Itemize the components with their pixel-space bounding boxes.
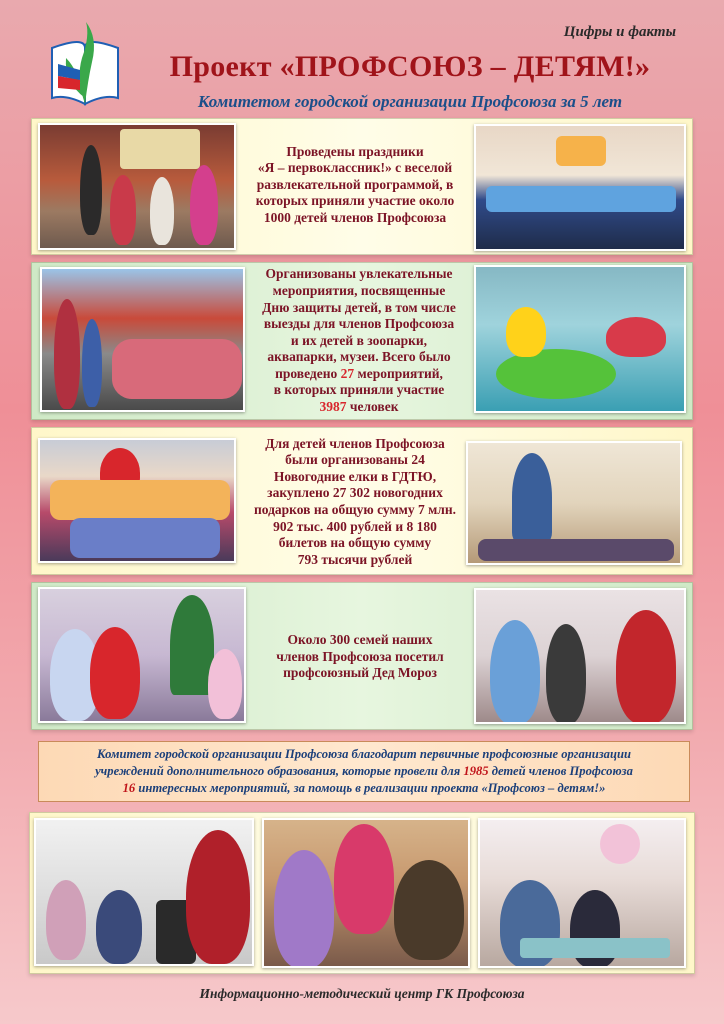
thanks-banner: Комитет городской организации Профсоюза благодарит первичные профсоюзные организации учреждений дополнительного образования, которые провели для 1985 детей членов Профсоюза 16 интересных мероприятий, за помощь в реализации проекта «Профсоюз – детям!»: [38, 741, 690, 802]
photo-first-graders-group: [474, 124, 686, 251]
photo-microscope-class: [34, 818, 254, 966]
photo-art-class: [478, 818, 686, 968]
photo-childrens-day-street: [40, 267, 245, 412]
footer-credit: Информационно-методический центр ГК Профсоюза: [199, 986, 525, 1001]
page-subtitle: Комитетом городской организации Профсоюза за 5 лет: [197, 92, 623, 111]
photo-new-year-hall: [466, 441, 682, 565]
photo-first-grader-party: [38, 123, 236, 250]
children-count: 1985: [463, 764, 489, 778]
photo-new-year-group: [38, 438, 236, 563]
photo-aquapark: [474, 265, 686, 413]
photo-grandfather-frost-home: [38, 587, 246, 723]
row-3-text: Для детей членов Профсоюза были организованы 24 Новогодние елки в ГДТЮ, закуплено 27 302 новогодних подарков на общую сумму 7 млн. 902 тыс. 400 рублей и 8 180 билетов на общую сумму 793 тысячи рублей: [253, 435, 457, 567]
page-title: Проект «ПРОФСОЮЗ – ДЕТЯМ!»: [169, 50, 651, 83]
photo-science-show: [262, 818, 470, 968]
events-count-thanks: 16: [122, 781, 136, 795]
section-label: Цифры и факты: [563, 24, 676, 40]
row-4-text: Около 300 семей наших членов Профсоюза посетил профсоюзный Дед Мороз: [276, 632, 444, 681]
row-1-text: Проведены праздники «Я – первоклассник!» с веселой развлекательной программой, в которых приняли участие около 1000 детей членов Профсоюза: [255, 143, 455, 225]
photo-grandfather-frost-visit: [474, 588, 686, 724]
events-count: 27: [340, 365, 355, 381]
row-2-text: Организованы увлекательные мероприятия, посвященные Дню защиты детей, в том числе выезды для членов Профсоюза и их детей в зоопарки, аквапарки, музеи. Всего было проведено 27 мероприятий, в которых приняли участие 3987 человек: [262, 266, 456, 415]
participants-count: 3987: [319, 399, 347, 415]
